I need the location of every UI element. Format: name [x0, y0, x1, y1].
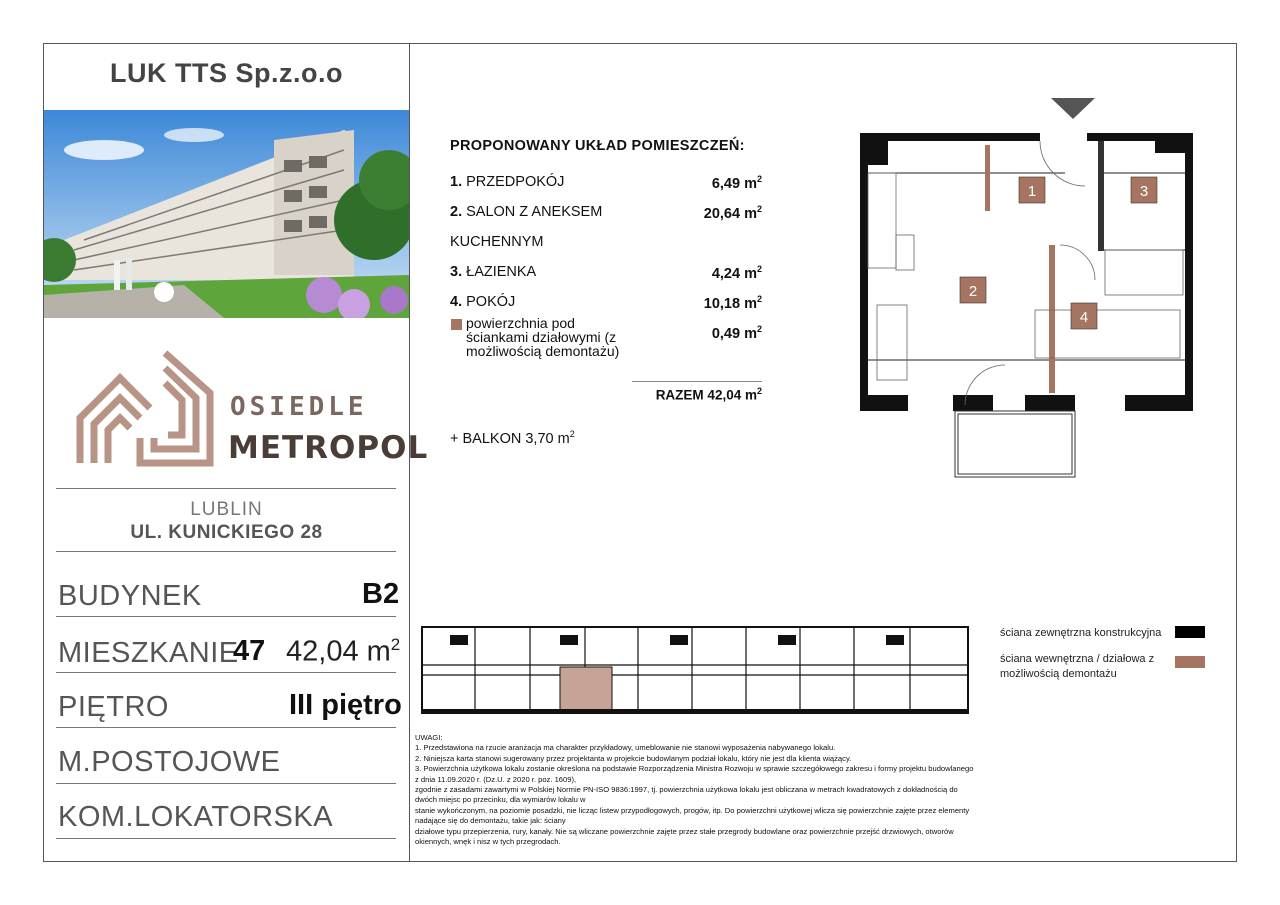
apartment-floor-plan: [855, 95, 1205, 490]
separator: [56, 488, 396, 489]
building-floor-key-plan: [420, 625, 970, 717]
wall-area: 0,49 $m^2$: [711, 324, 762, 342]
legend-interior-swatch: [1175, 656, 1205, 668]
note-line: zgodnie z zasadami zawartymi w Polskiej Normie PN-ISO 9836:1997, tj. powierzchnia użytkowa lokalu jest obliczana w metrach kwadratowych z dokładnością do dwóch miejsc po przecinku, dla wymiarów lokalu w: [415, 785, 958, 805]
building-render-image: [44, 110, 409, 318]
apartment-area: 42,04 $m^2$: [286, 635, 401, 668]
apartment-label: MIESZKANIE: [58, 637, 239, 669]
legend-exterior-swatch: [1175, 626, 1205, 638]
room-4-area: 10,18 $m^2$: [703, 294, 762, 312]
address-city: LUBLIN: [190, 499, 263, 520]
separator: [56, 783, 396, 784]
plan-room-label: 2: [968, 283, 978, 300]
room-1-name: 1. PRZEDPOKÓJ: [450, 174, 565, 190]
separator: [56, 838, 396, 839]
logo-text-osiedle: OSIEDLE: [230, 392, 368, 422]
room-2-area: 20,64 $m^2$: [703, 204, 762, 222]
plan-room-label: 3: [1139, 183, 1149, 200]
logo-text-metropol: METROPOL: [228, 430, 429, 466]
room-2-name-cont: KUCHENNYM: [450, 234, 544, 250]
plan-room-label: 4: [1079, 309, 1089, 326]
room-3-area: 4,24 $m^2$: [711, 264, 762, 282]
plan-room-label: 1: [1027, 183, 1037, 200]
total-separator: [632, 381, 762, 382]
note-line: 1. Przedstawiona na rzucie aranżacja ma charakter przykładowy, umeblowanie nie stanowi wyposażenia nabywanego lokalu.: [415, 743, 836, 753]
legend-exterior-text: ściana zewnętrzna konstrukcyjna: [1000, 627, 1162, 639]
balcony-area: + BALKON 3,70 $m^2$: [450, 429, 575, 447]
separator: [56, 551, 396, 552]
legend-interior-text: ściana wewnętrzna / działowa z możliwością demontażu: [1000, 653, 1155, 680]
note-line: stanie wykończonym, na poziomie posadzki, nie licząc listew przypodłogowych, progów, itp. Do powierzchni użytkowej wlicza się powierzchnie zajęte przez elementy nadające się do demontażu, takie jak: ściany: [415, 805, 970, 826]
total-area: RAZEM 42,04 $m^2$: [655, 386, 762, 403]
room-1-area: 6,49 $m^2$: [711, 174, 762, 192]
note-line: działowe typu przepierzenia, rury, kanały. Nie są wliczane powierzchnie zajęte przez stałe przegrody budowlane oraz powierzchnie przejść drzwiowych, otworów okiennych, wnęk i nisz w tych przegrodach.: [415, 826, 954, 847]
rooms-title: PROPONOWANY UKŁAD POMIESZCZEŃ:: [450, 138, 745, 154]
separator: [56, 672, 396, 673]
floor-value: III piętro: [289, 689, 402, 721]
building-label: BUDYNEK: [58, 580, 202, 612]
storage-label: KOM.LOKATORSKA: [58, 801, 334, 833]
room-2-name: 2. SALON Z ANEKSEM: [450, 204, 603, 220]
room-4-name: 4. POKÓJ: [450, 294, 516, 310]
apartment-number: 47: [233, 635, 266, 667]
building-value: B2: [362, 578, 400, 610]
separator: [56, 616, 396, 617]
wall-note: powierzchnia pod ściankami działowymi (z możliwością demontażu): [466, 315, 620, 359]
notes-title: UWAGI:: [415, 733, 443, 742]
note-line: 3. Powierzchnia użytkowa lokalu zostanie określona na podstawie Rozporządzenia Ministra Rozwoju w sprawie szczegółowego zakresu i formy projektu budowlanego z dnia 11.09.2020 r. (Dz.U. z 2020 r. poz. 1609),: [415, 764, 974, 784]
company-name: LUK TTS Sp.z.o.o: [110, 58, 343, 88]
room-3-name: 3. ŁAZIENKA: [450, 264, 537, 280]
separator: [56, 727, 396, 728]
parking-label: M.POSTOJOWE: [58, 746, 281, 778]
floor-label: PIĘTRO: [58, 691, 169, 723]
note-line: 2. Niniejsza karta stanowi sugerowany przez projektanta w projekcie budowlanym podział lokalu, który nie jest dla klienta wiążący.: [415, 753, 852, 763]
notes-section: [415, 733, 975, 847]
address-street: UL. KUNICKIEGO 28: [130, 522, 323, 543]
wall-color-swatch: [451, 319, 462, 330]
